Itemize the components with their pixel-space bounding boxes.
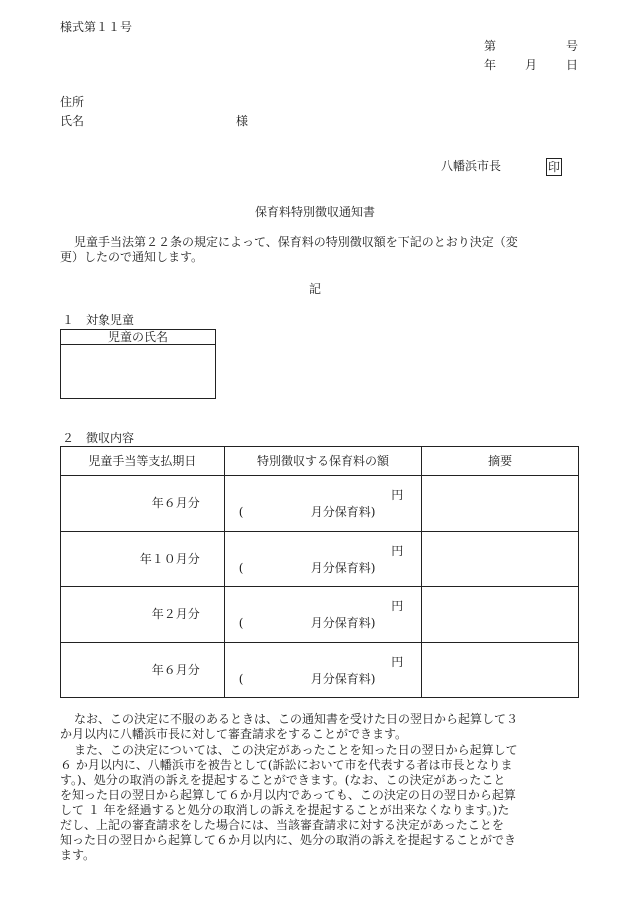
date-year: 年 [484,58,497,72]
yen-label: 円 [391,599,404,613]
notice-p1-line: か月以内に八幡浜市長に対して審査請求をすることができます。 [60,727,408,741]
doc-number-suffix: 号 [566,39,579,53]
open-paren: ( [238,671,244,686]
child-name-cell [61,345,216,399]
month-note: 月分保育料) [310,671,376,686]
month-note: 月分保育料) [310,616,376,630]
header-amount: 特別徴収する保育料の額 [224,447,422,476]
row-period: 年１０月分 [61,531,225,587]
child-name-table [60,329,216,399]
table-row [61,476,579,532]
row-remarks [422,531,579,587]
row-period: 年６月分 [61,476,225,532]
notice-p1-line: なお、この決定に不服のあるときは、この通知書を受けた日の翌日から起算して３ [74,712,519,726]
month-note: 月分保育料) [310,560,376,575]
row-period: 年２月分 [61,587,225,643]
header-remarks: 摘要 [422,447,579,476]
date-day: 日 [566,58,579,72]
table-row [61,531,579,587]
notice-p2-line: を知った日の翌日から起算して６か月以内であっても、この決定の日の翌日から起算 [60,788,516,802]
notice-p2-line: す。)、処分の取消の訴えを提起することができます。(なお、この決定があったこと [60,773,506,787]
row-period: 年６月分 [61,642,225,698]
row-remarks [422,642,579,698]
issuer-title: 八幡浜市長 [441,159,502,173]
section1-heading: １ 対象児童 [62,313,135,327]
address-label: 住所 [60,95,85,109]
row-amount [224,531,422,587]
intro-line-1: 児童手当法第２２条の規定によって、保育料の特別徴収額を下記のとおり決定（変 [74,235,518,249]
row-amount [224,642,422,698]
document-title: 保育料特別徴収通知書 [254,205,375,219]
seal-stamp: 印 [548,160,561,174]
name-label: 氏名 [60,114,85,128]
notice-p2-line: また、この決定については、この決定があったことを知った日の翌日から起算して [74,743,518,757]
header-payment-date: 児童手当等支払期日 [61,447,225,476]
date-month: 月 [525,58,538,72]
open-paren: ( [238,560,244,575]
form-number: 様式第１１号 [60,20,133,34]
intro-line-2: 更）したので通知します。 [60,250,204,264]
yen-label: 円 [391,654,404,669]
row-amount [224,476,422,532]
child-name-header: 児童の氏名 [61,330,216,345]
open-paren: ( [238,505,244,519]
section2-heading: ２ 徴収内容 [62,431,135,445]
doc-number-prefix: 第 [484,39,497,53]
open-paren: ( [238,616,244,630]
table-row [61,587,579,643]
notice-p2-line: ます。 [60,848,96,862]
month-note: 月分保育料) [310,505,376,519]
yen-label: 円 [391,488,404,502]
notice-p2-line: して １ 年を経過すると処分の取消しの訴えを提起することが出来なくなります。)た [60,803,510,817]
honorific: 様 [236,114,249,128]
ki-marker: 記 [308,282,321,296]
notice-p2-line: ６ か月以内に、八幡浜市を被告として(訴訟において市を代表する者は市長となりま [60,758,513,772]
notice-p2-line: 知った日の翌日から起算して６か月以内に、処分の取消の訴えを提起することができ [60,833,517,847]
yen-label: 円 [391,543,404,558]
table-row [61,642,579,698]
notice-p2-line: だし、上記の審査請求をした場合には、当該審査請求に対する決定があったことを [60,818,504,832]
collection-table [60,446,579,698]
row-remarks [422,476,579,532]
row-amount [224,587,422,643]
row-remarks [422,587,579,643]
